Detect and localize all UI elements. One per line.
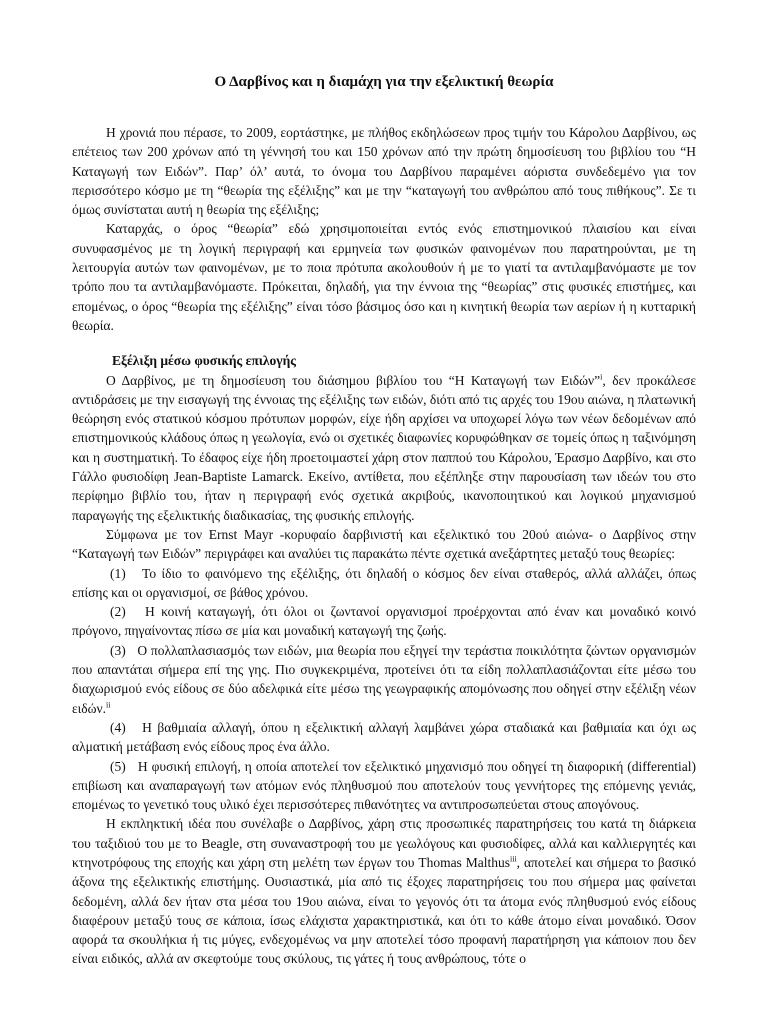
section-paragraph-1-text-a: Ο Δαρβίνος, με τη δημοσίευση του διάσημου βιβλίου του “Η Καταγωγή των Ειδών” <box>106 372 601 388</box>
footnote-ref-i[interactable]: i <box>600 372 603 382</box>
section-paragraph-2: Σύμφωνα με τον Ernst Mayr -κορυφαίο δαρβινιστή και εξελικτικό του 20ού αιώνα- ο Δαρβίνος στην “Καταγωγή των Ειδών” περιγράφει και αναλύει τις παρακάτω πέντε σχετικά ανεξάρτητες μεταξύ τους θεωρίες: <box>72 526 696 562</box>
closing-paragraph <box>72 814 696 968</box>
section-heading: Εξέλιξη μέσω φυσικής επιλογής <box>112 353 296 369</box>
theory-item-5 <box>72 757 696 815</box>
theory-item-2 <box>72 602 696 641</box>
theory-text: Ο πολλαπλασιασμός των ειδών, μια θεωρία που εξηγεί την τεράστια ποικιλότητα ζώντων οργανισμών που απαντάται σήμερα επί της γης. Πιο συγκεκριμένα, προτείνει ότι τα είδη πολλαπλασιάζονται είτε μέσω του διαχωρισμού ενός είδους σε δύο αδελφικά είτε μέσω της γεωγραφικής απομόνωσης που οδηγεί στην εξέλιξη νέων ειδών. <box>72 642 696 716</box>
theory-number: (3) <box>110 642 126 658</box>
footnote-ref-iii[interactable]: iii <box>510 854 517 864</box>
theory-item-4 <box>72 718 696 757</box>
closing-text-b: , αποτελεί και σήμερα το βασικό άξονα της εξελικτικής επιστήμης. Ουσιαστικά, μία από τις έξοχες παρατηρήσεις του που σήμερα μας φαίνεται δεδομένη, αλλά δεν ήταν στα μέσα του 19ου αιώνα, είναι το γεγονός ότι τα άτομα ενός πληθυσμού ενός είδους διαφέρουν μεταξύ τους σε κάποια, ίσως ελάχιστα χαρακτηριστικά, και ότι το κάθε άτομο είναι μοναδικό. Όσον αφορά τα σκουλήκια ή τις μύγες, ενδεχομένως να μην αποτελεί τόσο προφανή παρατήρηση για κάποιον που δεν είναι ειδικός, αλλά αν σκεφτούμε τους σκύλους, τις γάτες ή τους ανθρώπους, τότε ο <box>72 854 696 967</box>
theory-number: (5) <box>110 758 126 774</box>
section-paragraph-1-text-b: , δεν προκάλεσε αντιδράσεις με την εισαγωγή της έννοιας της εξέλιξης των ειδών, διότι από τις αρχές του 19ου αιώνα, η πλατωνική θεώρηση ενός στατικού κόσμου πρότυπων μορφών, είχε ήδη αρχίσει να υποχωρεί λόγω των νέων δεδομένων από επιστημονικούς κλάδους όπως η γεωλογία, ενώ οι σχετικές διαφωνίες κορυφώθηκαν σε τομείς όπως η ταξινόμηση και η συστηματική. Το έδαφος είχε ήδη προετοιμαστεί χάρη στον παππού του Κάρολου, Έρασμο Δαρβίνο, και στο Γάλλο φυσιοδίφη Jean-Baptiste Lamarck. Εκείνο, αντίθετα, που εξέπληξε στην παρουσίαση των ιδεών του στο περίφημο βιβλίο του, ήταν η περιγραφή ενός σχετικά ακριβούς, ικανοποιητικού και λογικού μηχανισμού παραγωγής της εξελικτικής διαδικασίας, της φυσικής επιλογής. <box>72 372 696 523</box>
theory-number: (4) <box>110 719 126 735</box>
document-title: Ο Δαρβίνος και η διαμάχη για την εξελικτική θεωρία <box>214 74 554 90</box>
theory-item-1 <box>72 564 696 603</box>
theory-text: Η βαθμιαία αλλαγή, όπου η εξελικτική αλλαγή λαμβάνει χώρα σταδιακά και βαθμιαία και όχι ως αλματική μετάβαση ενός είδους προς ένα άλλο. <box>72 719 696 755</box>
theory-text: Η φυσική επιλογή, η οποία αποτελεί τον εξελικτικό μηχανισμό που οδηγεί τη διαφορική (differential) επιβίωση και αναπαραγωγή των ατόμων ενός πληθυσμού που αποτελούν τους γεννήτορες της επόμενης γενιάς, επομένως το γενετικό τους υλικό έχει περισσότερες πιθανότητες να αντιπροσωπεύεται στους απογόνους. <box>72 758 697 813</box>
intro-paragraph-1: Η χρονιά που πέρασε, το 2009, εορτάστηκε, με πλήθος εκδηλώσεων προς τιμήν του Κάρολου Δαρβίνου, ως επέτειος των 200 χρόνων από τη γέννησή του και 150 χρόνων από την πρώτη δημοσίευση του βιβλίου του “Η Καταγωγή των Ειδών”. Παρ’ όλ’ αυτά, το όνομα του Δαρβίνου παραμένει αόριστα συνδεδεμένο για τον περισσότερο κόσμο με τη “θεωρία της εξέλιξης” και με την “καταγωγή του ανθρώπου από τους πιθήκους”. Σε τι όμως συνίσταται αυτή η θεωρία της εξέλιξης; <box>72 125 696 218</box>
intro-paragraph-2: Καταρχάς, ο όρος “θεωρία” εδώ χρησιμοποιείται εντός ενός επιστημονικού πλαισίου και είναι συνυφασμένος με τη λογική περιγραφή και ερμηνεία των φυσικών φαινομένων που παρατηρούνται, με τη λειτουργία αυτών των φαινομένων, με το ποια πρότυπα ακολουθούν ή με το γιατί τα αντιλαμβανόμαστε με τον τρόπο που τα αντιλαμβανόμαστε. Πρόκειται, δηλαδή, για την έννοια της “θεωρίας” στις φυσικές επιστήμες, και επομένως, ο όρος “θεωρία της εξέλιξης” είναι τόσο βάσιμος όσο και η κινητική θεωρία των αερίων ή η κυτταρική θεωρία. <box>72 221 696 333</box>
theory-text: Το ίδιο το φαινόμενο της εξέλιξης, ότι δηλαδή ο κόσμος δεν είναι σταθερός, αλλά αλλάζει, όπως επίσης και οι οργανισμοί, σε βάθος χρόνου. <box>72 565 697 600</box>
theory-number: (2) <box>110 604 126 620</box>
footnote-ref-ii[interactable]: ii <box>106 700 111 710</box>
theory-text: Η κοινή καταγωγή, ότι όλοι οι ζωντανοί οργανισμοί προέρχονται από έναν και μοναδικό κοινό πρόγονο, πηγαίνοντας πίσω σε μία και μοναδική καταγωγή της ζωής. <box>72 604 696 639</box>
section-paragraph-1 <box>72 371 696 525</box>
theory-number: (1) <box>110 565 126 581</box>
closing-text-a: Η εκπληκτική ιδέα που συνέλαβε ο Δαρβίνος, χάρη στις προσωπικές παρατηρήσεις του κατά τη διάρκεια του ταξιδιού του με το Beagle, στη συναναστροφή του με γεωλόγους και φυσιοδίφες, αλλά και καλλιεργητές και κτηνοτρόφους της εποχής και χάρη στη μελέτη των έργων του Thomas Malthus <box>72 816 696 870</box>
theory-item-3 <box>72 641 696 718</box>
